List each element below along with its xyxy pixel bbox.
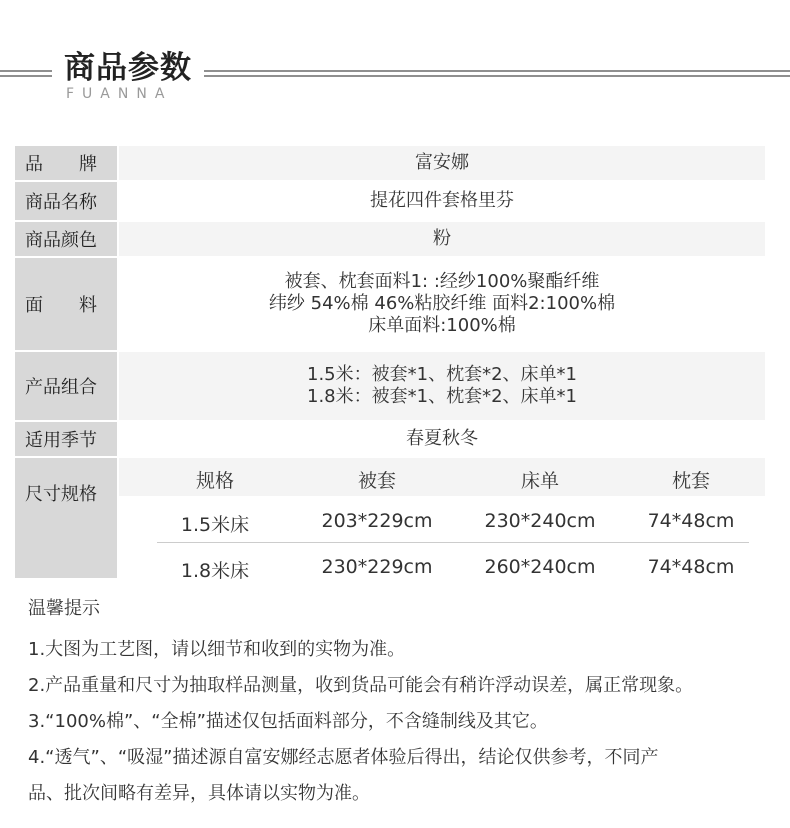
- param-label: 产品组合: [15, 352, 117, 420]
- size-cell: 1.8米床: [180, 560, 250, 582]
- note-line: 品、批次间略有差异，具体请以实物为准。: [28, 783, 370, 804]
- param-label: 适用季节: [15, 422, 117, 456]
- size-header-cell: 枕套: [671, 470, 711, 492]
- param-row-fabric: [15, 258, 765, 350]
- param-value-line: 富安娜: [415, 152, 469, 173]
- size-cell: 74*48cm: [647, 510, 735, 532]
- param-value-line: 纬纱 54%棉 46%粘胶纤维 面料2:100%棉: [268, 293, 616, 314]
- param-value: [119, 352, 765, 420]
- param-label: 面 料: [15, 258, 117, 350]
- param-value: [119, 422, 765, 456]
- note-line: 3.“100%棉”、“全棉”描述仅包括面料部分，不含缝制线及其它。: [28, 711, 548, 732]
- param-value: [119, 182, 765, 220]
- param-value: [119, 222, 765, 256]
- param-label: 品 牌: [15, 146, 117, 180]
- size-header-cell: 被套: [357, 470, 397, 492]
- size-cell: 1.5米床: [180, 514, 250, 536]
- note-line: 2.产品重量和尺寸为抽取样品测量，收到货品可能会有稍许浮动误差，属正常现象。: [28, 675, 694, 696]
- param-row-season: [15, 422, 765, 456]
- notes-title: 温馨提示: [28, 598, 100, 619]
- param-row-combination: [15, 352, 765, 420]
- param-value-line: 被套、枕套面料1: :经纱100%聚酯纤维: [284, 271, 600, 292]
- size-cell: 260*240cm: [484, 556, 596, 578]
- param-label: 商品颜色: [15, 222, 117, 256]
- param-value-line: 春夏秋冬: [406, 428, 478, 449]
- param-value-line: 提花四件套格里芬: [370, 190, 514, 211]
- param-row-product-name: [15, 182, 765, 220]
- header-rule-right: [204, 70, 790, 77]
- notes-section: [28, 594, 778, 812]
- size-cell: 230*240cm: [484, 510, 596, 532]
- params-table: [15, 146, 765, 582]
- size-cell: 203*229cm: [321, 510, 433, 532]
- size-cell: 230*229cm: [321, 556, 433, 578]
- section-subtitle: FUANNA: [66, 86, 173, 102]
- size-spec-row: [15, 458, 765, 582]
- param-row-color: [15, 222, 765, 256]
- param-value-line: 粉: [433, 228, 451, 249]
- param-row-brand: [15, 146, 765, 180]
- size-header-cell: 规格: [195, 470, 235, 492]
- size-spec-label: 尺寸规格: [15, 458, 117, 578]
- param-label: 商品名称: [15, 182, 117, 220]
- size-spec-grid: [119, 458, 765, 582]
- param-value: [119, 146, 765, 180]
- size-header-cell: 床单: [520, 470, 560, 492]
- section-header: [0, 0, 790, 110]
- param-value-line: 1.5米：被套*1、枕套*2、床单*1: [307, 364, 577, 385]
- param-value-line: 1.8米：被套*1、枕套*2、床单*1: [307, 386, 577, 407]
- section-title: 商品参数: [64, 50, 192, 86]
- size-divider: [157, 542, 749, 543]
- param-value: [119, 258, 765, 350]
- param-value-line: 床单面料:100%棉: [368, 315, 516, 336]
- note-line: 1.大图为工艺图，请以细节和收到的实物为准。: [28, 639, 406, 660]
- size-cell: 74*48cm: [647, 556, 735, 578]
- header-rule-left: [0, 70, 52, 77]
- note-line: 4.“透气”、“吸湿”描述源自富安娜经志愿者体验后得出，结论仅供参考，不同产: [28, 747, 659, 768]
